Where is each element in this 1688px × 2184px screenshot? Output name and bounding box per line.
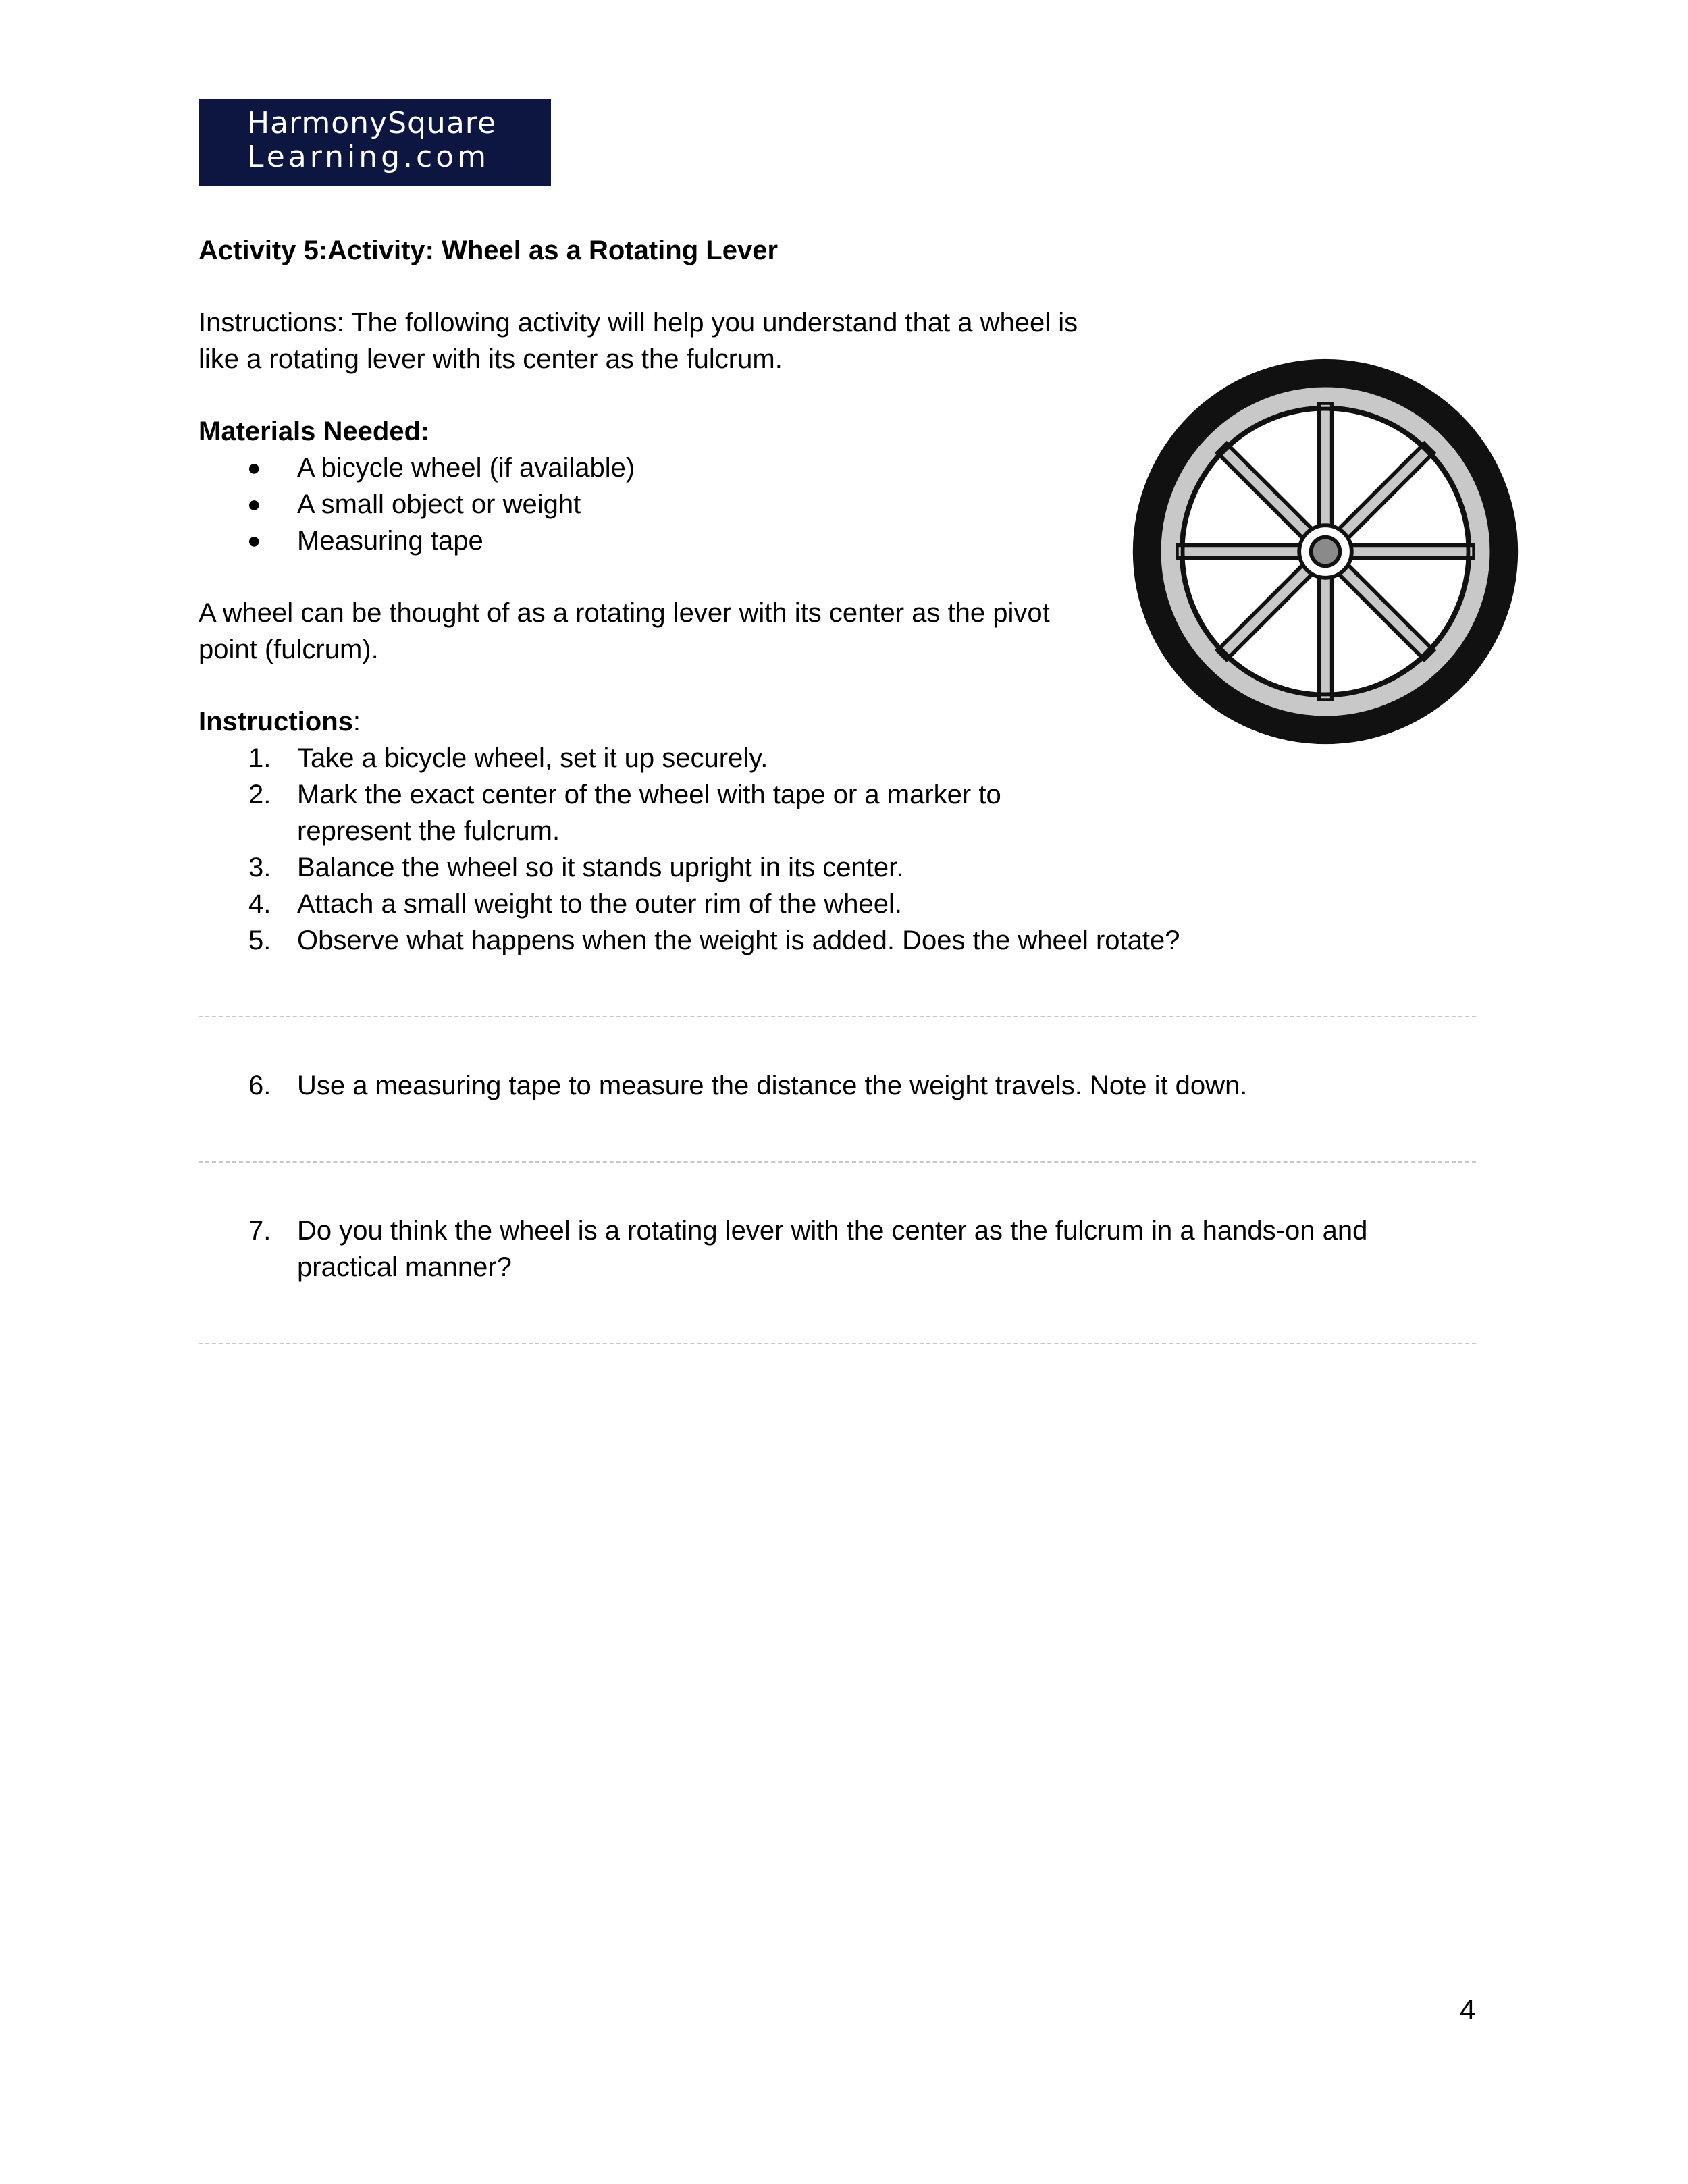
step-text: Observe what happens when the weight is added. Does the wheel rotate? <box>297 926 1180 955</box>
description-line-1: A wheel can be thought of as a rotating lever with its center as the pivot <box>199 598 1050 628</box>
step-text: Attach a small weight to the outer rim of the wheel. <box>297 889 902 919</box>
intro-line-2: like a rotating lever with its center as the fulcrum. <box>199 344 783 374</box>
step-number: 3. <box>248 853 271 882</box>
instructions-heading-text: Instructions <box>199 707 353 737</box>
bullet-marker: ● <box>247 528 261 554</box>
description-line-2: point (fulcrum). <box>199 635 379 664</box>
step-number: 1. <box>248 743 271 773</box>
material-item: A bicycle wheel (if available) <box>297 453 635 483</box>
step-text: Take a bicycle wheel, set it up securely. <box>297 743 768 773</box>
bicycle-wheel-icon <box>1129 355 1522 748</box>
materials-heading: Materials Needed: <box>199 417 430 446</box>
logo-line-2: Learning.com <box>247 140 490 174</box>
step-number: 6. <box>248 1071 271 1100</box>
step-text: Use a measuring tape to measure the distance the weight travels. Note it down. <box>297 1071 1248 1100</box>
step-text: Do you think the wheel is a rotating lever with the center as the fulcrum in a hands-on and <box>297 1216 1368 1246</box>
material-item: A small object or weight <box>297 489 581 519</box>
page-number: 4 <box>1460 1994 1476 2025</box>
intro-line-1: Instructions: The following activity will help you understand that a wheel is <box>199 308 1078 338</box>
step-text-continued: represent the fulcrum. <box>297 816 560 846</box>
instructions-heading-colon: : <box>352 707 361 737</box>
step-number: 7. <box>248 1216 271 1246</box>
answer-line <box>199 1016 1476 1017</box>
step-text: Mark the exact center of the wheel with tape or a marker to <box>297 780 1001 809</box>
step-text: Balance the wheel so it stands upright in its center. <box>297 853 904 882</box>
bullet-marker: ● <box>247 491 261 517</box>
step-number: 4. <box>248 889 271 919</box>
logo-line-1: HarmonySquare <box>247 106 496 140</box>
material-item: Measuring tape <box>297 526 483 556</box>
instructions-heading <box>199 703 361 740</box>
brand-logo <box>199 99 551 186</box>
answer-line <box>199 1161 1476 1163</box>
step-number: 5. <box>248 926 271 955</box>
step-text-continued: practical manner? <box>297 1252 512 1282</box>
step-number: 2. <box>248 780 271 809</box>
activity-title: Activity 5:Activity: Wheel as a Rotating Lever <box>199 236 779 265</box>
bullet-marker: ● <box>247 455 261 481</box>
answer-line <box>199 1343 1476 1344</box>
